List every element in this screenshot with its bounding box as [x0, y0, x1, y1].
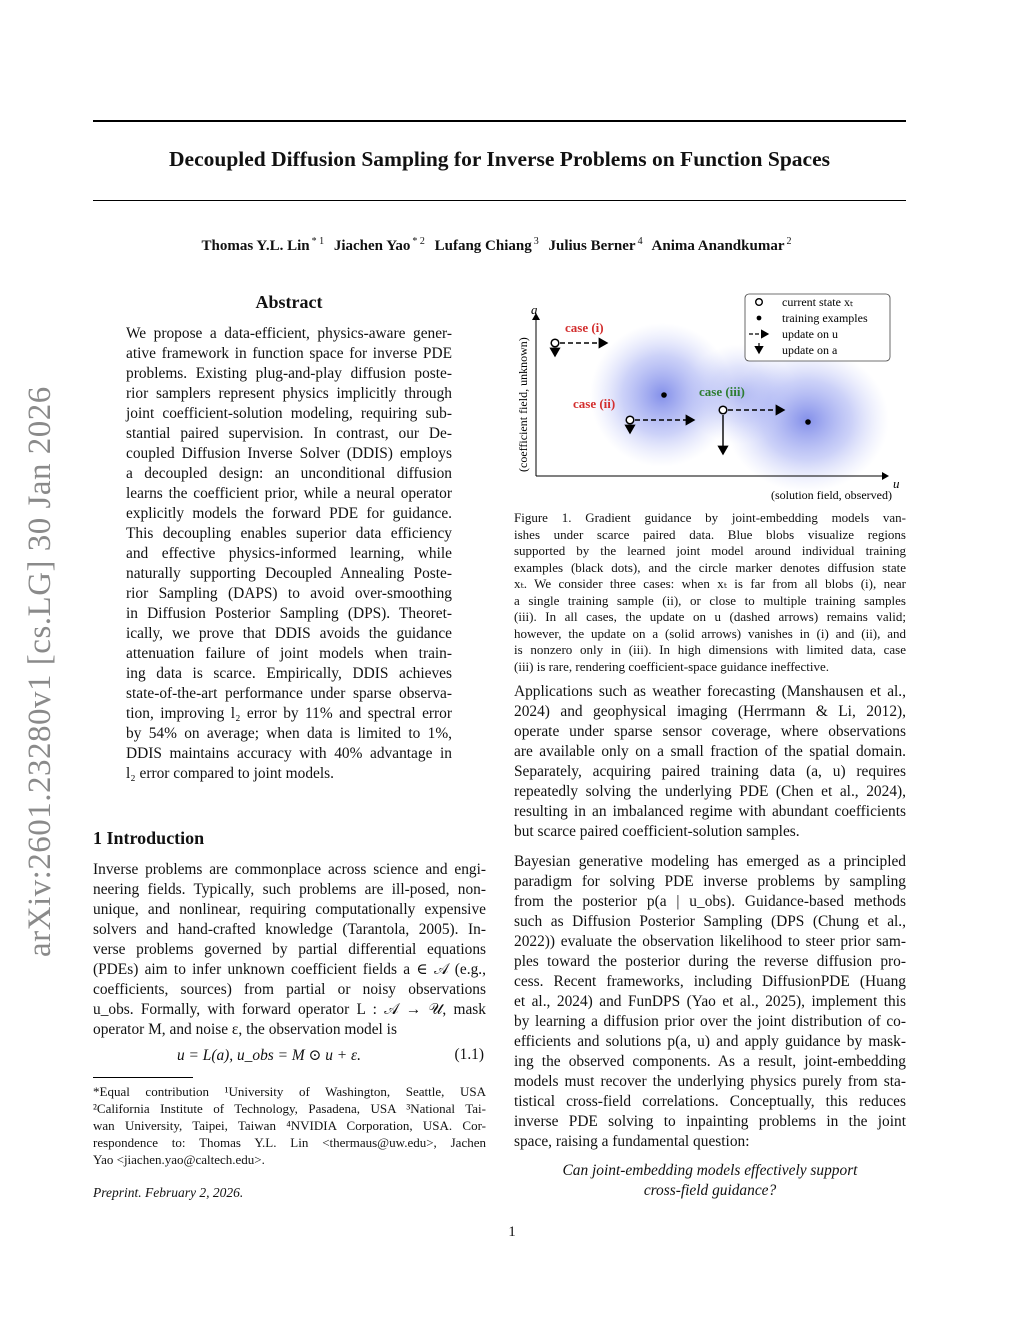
abstract-body	[126, 324, 452, 784]
text-line: coupled Diffusion Inverse Solver (DDIS) employs	[126, 445, 452, 462]
current-state-marker	[551, 339, 559, 347]
text-line: (PDEs) aim to infer unknown coefficient fields a ∈ 𝒜 (e.g.,	[93, 961, 486, 978]
page-number: 1	[508, 1224, 516, 1240]
y-axis-top-label: a	[531, 302, 538, 317]
text-line: ative framework in function space for inverse PDE	[126, 345, 452, 362]
text-line: paradigm for solving PDE inverse problems by sampling	[514, 873, 906, 890]
text-line: in Diffusion Posterior Sampling (DPS). Theoret-	[126, 605, 452, 622]
author-affiliation-mark: 3	[533, 236, 539, 247]
text-line: space, raising a fundamental question:	[514, 1133, 750, 1150]
author-name: Jiachen Yao	[333, 238, 411, 254]
text-line: tion, improving l₂ error by 11% and spectral error	[126, 705, 452, 722]
current-state-marker	[719, 406, 727, 414]
text-line: Figure 1. Gradient guidance by joint-embedding models van-	[514, 510, 906, 525]
figure-1-caption	[514, 510, 906, 675]
text-line: Yao <jiachen.yao@caltech.edu>.	[93, 1152, 265, 1167]
text-line: Applications such as weather forecasting (Manshausen et al.,	[514, 683, 906, 700]
text-line: and effective physics-informed learning, while	[126, 545, 452, 562]
body-paragraph	[514, 852, 906, 1152]
text-line: ²California Institute of Technology, Pasadena, USA ³National Tai-	[93, 1101, 486, 1116]
text-line: is nonzero only in (iii). In high dimensions with limited data, case	[514, 642, 906, 657]
text-line: examples (black dots), and the circle marker denotes diffusion state	[514, 559, 906, 575]
text-line: 2022)) evaluate the observation likelihood to steer prior sam-	[514, 933, 906, 950]
text-line: joint coefficient-solution modeling, requiring sub-	[126, 405, 452, 422]
preprint-note: Preprint. February 2, 2026.	[93, 1185, 244, 1200]
author-name: Anima Anandkumar	[651, 238, 785, 254]
text-line: learns the coefficient prior, while a neural operator	[126, 485, 452, 502]
text-line: ing data is scarce. Empirically, DDIS achieves	[126, 665, 452, 682]
text-line: respondence to: Thomas Y.L. Lin <thermaus@uw.edu>, Jachen	[93, 1135, 486, 1150]
text-line: a single training sample (ii), or close to multiple training samples	[514, 592, 906, 608]
arxiv-stamp: arXiv:2601.23280v1 [cs.LG] 30 Jan 2026	[22, 386, 58, 957]
text-line: explicitly models the forward PDE for guidance.	[126, 505, 452, 522]
legend-circle-icon	[756, 299, 763, 306]
author-affiliation-mark: * 1	[311, 236, 325, 247]
text-line: rior samplers represent physics implicitly through	[126, 385, 452, 402]
text-line: Inverse problems are commonplace across science and engi-	[93, 861, 486, 878]
text-line: by 54% on average; when data is limited to 1%,	[126, 725, 452, 742]
text-line: from the posterior p(a | u_obs). Guidance-based methods	[514, 893, 906, 910]
text-line: operator M, and noise ε, the observation model is	[93, 1021, 397, 1038]
text-line: (iii). In all cases, the update on u (dashed arrows) remains valid;	[514, 609, 906, 624]
paper-title: Decoupled Diffusion Sampling for Inverse Problems on Function Spaces	[169, 147, 830, 171]
author-name: Lufang Chiang	[434, 238, 532, 254]
legend-entry: training examples	[782, 311, 868, 325]
text-line: efficients and solutions p(a, u) and apply guidance by mask-	[514, 1033, 906, 1050]
title-top-rule	[93, 120, 906, 122]
text-line: ples toward the posterior during the reverse diffusion pro-	[514, 953, 906, 970]
text-line: problems. Existing plug-and-play diffusion poste-	[126, 365, 452, 382]
text-line: a decoupled design: an unconditional diffusion	[126, 465, 452, 482]
text-line: stantial paired supervision. In contrast, our De-	[126, 425, 452, 442]
text-line: neering fields. Typically, such problems are ill-posed, non-	[93, 881, 486, 898]
abstract-heading: Abstract	[255, 292, 323, 312]
y-axis-label: (coefficient field, unknown)	[516, 337, 530, 472]
text-line: repeatedly solving the underlying PDE (Chen et al., 2024),	[514, 783, 906, 800]
text-line: ishes under scarce paired data. Blue blobs visualize regions	[514, 526, 906, 542]
current-state-marker	[626, 416, 634, 424]
legend-entry: current state xₜ	[782, 295, 854, 309]
text-line: 2024) and geophysical imaging (Herrmann & Li, 2012),	[514, 703, 906, 720]
text-line: We propose a data-efficient, physics-aware gener-	[126, 325, 452, 342]
training-example-dot	[661, 392, 667, 398]
text-line: coefficients, sources) from partial or noisy observations	[93, 981, 486, 998]
equation-number: (1.1)	[454, 1046, 484, 1063]
text-line: inverse PDE solving to inpainting problems in the joint	[514, 1113, 906, 1130]
text-line: but scarce paired coefficient-solution samples.	[514, 823, 800, 840]
case-label: case (ii)	[573, 396, 616, 411]
research-question-line: cross-field guidance?	[643, 1182, 777, 1199]
research-question	[514, 1161, 906, 1201]
text-line: cess. Recent frameworks, including DiffusionPDE (Huang	[514, 973, 906, 990]
x-axis-label: (solution field, observed)	[771, 488, 892, 502]
equation-body: u = L(a), u_obs = M ⊙ u + ε.	[177, 1047, 361, 1064]
text-line: by learning a diffusion prior over the joint distribution of co-	[514, 1013, 906, 1030]
introduction-body	[93, 860, 486, 1040]
figure-1	[510, 292, 906, 504]
text-line: et al., 2024) and FunDPS (Yao et al., 2025), implement this	[514, 993, 906, 1010]
legend-entry: update on u	[782, 327, 838, 341]
legend-entry: update on a	[782, 343, 838, 357]
author-affiliation-mark: 4	[637, 236, 643, 247]
text-line: (iii) is rare, rendering coefficient-space guidance ineffective.	[514, 658, 829, 674]
text-line: rior Sampling (DAPS) to avoid over-smoothing	[126, 585, 452, 602]
title-bottom-rule	[93, 200, 906, 201]
research-question-line: Can joint-embedding models effectively support	[562, 1162, 858, 1179]
author-affiliation-mark: 2	[786, 236, 792, 247]
text-line: ically, we prove that DDIS avoids the guidance	[126, 625, 452, 642]
author-affiliation-mark: * 2	[412, 236, 425, 247]
footnote-rule	[93, 1077, 193, 1078]
text-line: such as Diffusion Posterior Sampling (DPS (Chung et al.,	[514, 913, 906, 930]
text-line: xₜ. We consider three cases: when xₜ is far from all blobs (i), near	[514, 576, 906, 591]
text-line: solvers and hand-crafted knowledge (Tarantola, 2005). In-	[93, 921, 486, 938]
author-name: Thomas Y.L. Lin	[201, 238, 310, 254]
text-line: wan University, Taipei, Taiwan ⁴NVIDIA Corporation, USA. Cor-	[93, 1118, 486, 1133]
text-line: ing the observed components. As a result, joint-embedding	[514, 1053, 906, 1070]
text-line: are available only on a small fraction of the spatial domain.	[514, 743, 906, 760]
text-line: resulting in an imbalanced regime with abundant coefficients	[514, 803, 906, 820]
text-line: DDIS maintains accuracy with 40% advantage in	[126, 745, 452, 762]
text-line: unique, and nonlinear, requiring computationally expensive	[93, 901, 486, 918]
text-line: models must recover the underlying physics purely from sta-	[514, 1073, 906, 1090]
text-line: tistical cross-field correlations. Conceptually, this reduces	[514, 1093, 906, 1110]
case-label: case (i)	[565, 320, 604, 335]
text-line: u_obs. Formally, with forward operator L : 𝒜 → 𝒰, mask	[93, 1001, 486, 1018]
text-line: attenuation failure of joint models when train-	[126, 645, 452, 662]
author-list	[93, 236, 906, 255]
text-line: state-of-the-art performance under sparse observa-	[126, 685, 452, 702]
legend-dot-icon	[757, 316, 762, 321]
text-line: Bayesian generative modeling has emerged as a principled	[514, 853, 906, 870]
text-line: however, the update on a (solid arrows) vanishes in (i) and (ii), and	[514, 625, 906, 641]
text-line: verse problems governed by partial differential equations	[93, 941, 486, 958]
text-line: supported by the learned joint model around individual training	[514, 543, 906, 558]
text-line: This decoupling enables superior data efficiency	[126, 525, 452, 542]
text-line: *Equal contribution ¹University of Washington, Seattle, USA	[93, 1084, 486, 1099]
text-line: l₂ error compared to joint models.	[126, 765, 334, 782]
footnote	[93, 1083, 486, 1168]
body-paragraph	[514, 682, 906, 842]
case-label: case (iii)	[699, 384, 745, 399]
text-line: naturally supporting Decoupled Annealing Poste-	[126, 565, 452, 582]
text-line: Separately, acquiring paired training data (a, u) requires	[514, 763, 906, 780]
training-example-dot	[805, 419, 811, 425]
x-axis-end-label: u	[893, 476, 900, 491]
text-line: operate under sparse sensor coverage, where observations	[514, 723, 906, 740]
section-heading-introduction: 1 Introduction	[93, 828, 205, 848]
author-name: Julius Berner	[548, 238, 636, 254]
